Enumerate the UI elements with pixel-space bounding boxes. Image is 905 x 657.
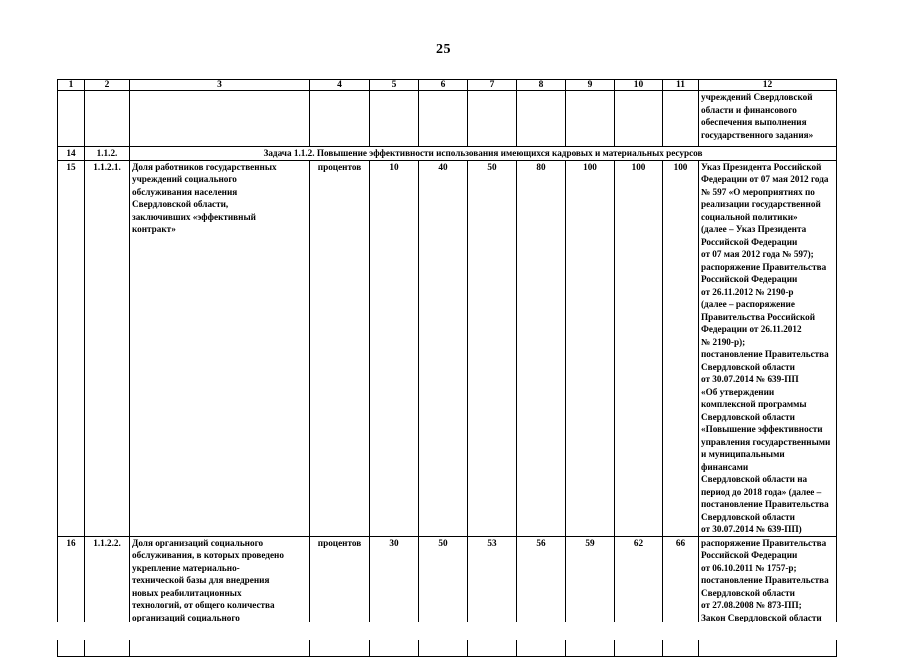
column-number: 10 [615,80,663,91]
value: 100 [566,160,615,536]
column-number: 4 [310,80,370,91]
value: 66 [663,536,699,656]
continuation-row [58,91,837,147]
value: 53 [468,536,517,656]
column-number: 7 [468,80,517,91]
value: 80 [517,160,566,536]
column-number-row [58,80,837,91]
column-number: 9 [566,80,615,91]
task-row [58,147,837,161]
unit: процентов [310,536,370,656]
source-document: Указ Президента Российской Федерации от 07 мая 2012 года № 597 «О мероприятиях по реализации государственной социальной политики» (далее – Указ Президента Российской Федерации от 07 мая 2012 года № 597); распоряжение Правительства Российской Федерации от 26.11.2012 № 2190-р (далее – распоряжение Правительства Российской Федерации от 26.11.2012 № 2190-р); постановление Правительства Свердловской области от 30.07.2014 № 639-ПП «Об утверждении комплексной программы Свердловской области «Повышение эффективности управления государственными и муниципальными финансами Свердловской области на период до 2018 года» (далее – постановление Правительства Свердловской области от 30.07.2014 № 639-ПП) [699,160,837,536]
indicator-name: Доля организаций социального обслуживания, в которых проведено укрепление материально- технической базы для внедрения новых реабилитационных технологий, от общего количества организаций социального [130,536,310,656]
value: 50 [468,160,517,536]
column-number: 3 [130,80,310,91]
row-code: 1.1.2.2. [85,536,130,656]
value: 59 [566,536,615,656]
value: 100 [615,160,663,536]
value: 50 [419,536,468,656]
source-document: распоряжение Правительства Российской Федерации от 06.10.2011 № 1757-р; постановление Правительства Свердловской области от 27.08.2008 № 873-ПП; Закон Свердловской области [699,536,837,656]
task-title: Задача 1.1.2. Повышение эффективности использования имеющихся кадровых и материальных ресурсов [130,147,837,161]
table-row [58,160,837,536]
row-code: 1.1.2. [85,147,130,161]
column-number: 11 [663,80,699,91]
value: 100 [663,160,699,536]
value: 30 [370,536,419,656]
continuation-source: учреждений Свердловской области и финансового обеспечения выполнения государственного задания» [699,91,837,147]
page-number: 25 [436,42,451,57]
column-number: 8 [517,80,566,91]
column-number: 6 [419,80,468,91]
column-number: 12 [699,80,837,91]
row-code: 1.1.2.1. [85,160,130,536]
column-number: 1 [58,80,85,91]
column-number: 2 [85,80,130,91]
row-number: 16 [58,536,85,656]
unit: процентов [310,160,370,536]
column-number: 5 [370,80,419,91]
value: 40 [419,160,468,536]
value: 56 [517,536,566,656]
row-number: 14 [58,147,85,161]
value: 10 [370,160,419,536]
indicator-name: Доля работников государственных учреждений социального обслуживания населения Свердловской области, заключивших «эффективный контракт» [130,160,310,536]
value: 62 [615,536,663,656]
page-bottom-margin [0,622,905,640]
row-number: 15 [58,160,85,536]
indicators-table [57,79,837,657]
